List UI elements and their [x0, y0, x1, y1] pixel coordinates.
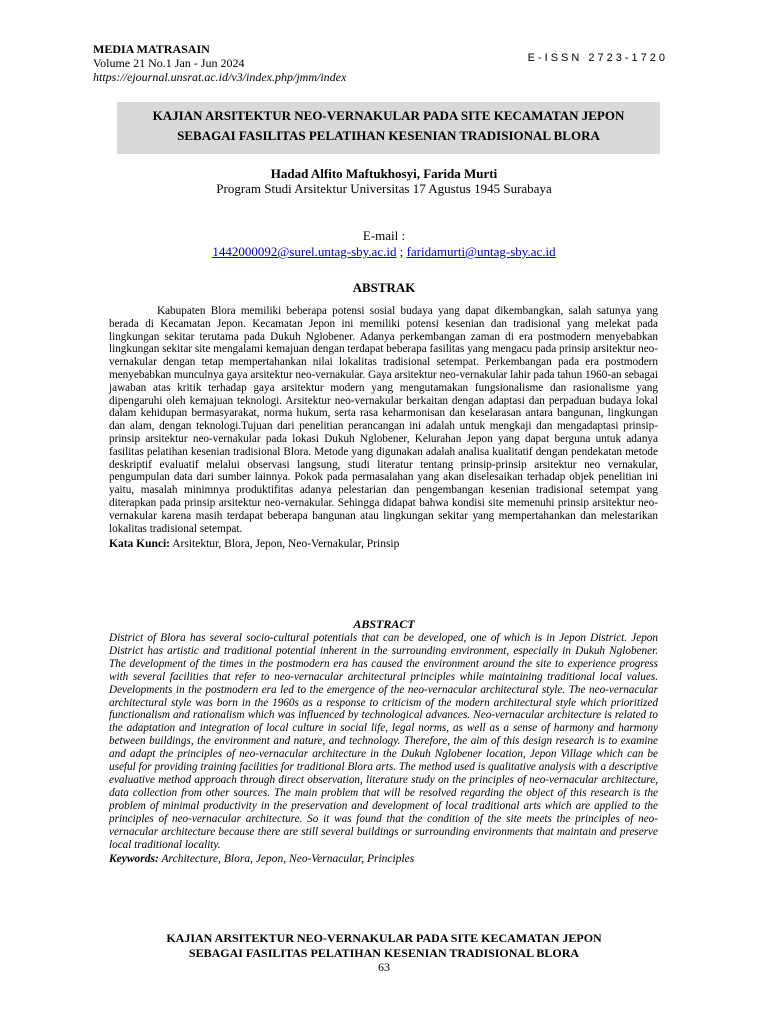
- abstract-heading: ABSTRACT: [353, 617, 415, 631]
- abstrak-section: [109, 305, 658, 551]
- abstract-body: District of Blora has several socio-cultural potentials that can be developed, one of which is in Jepon District. Jepon District has artistic and traditional potential inherent in the surrounding environment, especially in Dukuh Nglobener. The development of the times in the postmodern era has caused the environment around the site to experience progress with several facilities that refer to neo-vernacular architectural principles while maintaining traditional local values. Developments in the postmodern era led to the emergence of the neo-vernacular architectural style. The neo-vernacular architectural style was born in the 1960s as a response to criticism of the modern architectural style which prioritized functionalism and rationalism which was influenced by technological advances. Neo-vernacular architecture is related to the adaptation and integration of local culture in social life, legal norms, as well as a sense of harmony and harmony between buildings, the environment and nature, and technology. Therefore, the aim of this design research is to examine and adapt the principles of neo-vernacular architecture in the Dukuh Nglobener location, Jepon Village which can be useful for providing training facilities for traditional Blora arts. The method used is qualitative analysis with a descriptive evaluative method approach through direct observation, literature study on the principles of neo-vernacular architecture, data collection from other sources. The main problem that will be resolved regarding the object of this research is the problem of minimal productivity in the preservation and development of local traditional arts which are applied to the principles of neo-vernacular architecture. So it was found that the condition of the site meets the principles of neo-vernacular architecture because there are still several buildings or surrounding environments that maintain and preserve local traditional locality.: [109, 632, 658, 851]
- running-footer: [0, 931, 768, 961]
- abstrak-body: Kabupaten Blora memiliki beberapa potensi sosial budaya yang dapat dikembangkan, salah satunya yang berada di Kecamatan Jepon. Kecamatan Jepon ini memiliki potensi kesenian dan tradisional yang melekat pada lingkungan sekitar terutama pada Dukuh Nglobener. Adanya perkembangan zaman di era postmodern menyebabkan lingkungan sekitar site mengalami kemajuan dengan terdapat beberapa fasilitas yang mengacu pada prinsip arsitektur neo-vernakular dengan tetap mempertahankan nilai lokalitas tradisional setempat. Perkembangan pada era postmodern menyebabkan munculnya gaya arsitektur neo-vernakular. Gaya arsitektur neo-vernakular lahir pada tahun 1960-an sebagai jawaban atas kritik terhadap gaya arsitektur modern yang mengutamakan fungsionalisme dan rasionalisme yang dipengaruhi oleh kemajuan teknologi. Arsitektur neo-vernakular berkaitan dengan adaptasi dan perpaduan budaya lokal dalam kehidupan bermasyarakat, norma hukum, serta rasa keharmonisan dan keselarasan antara bangunan, lingkungan dan alam, dengan teknologi.Tujuan dari penelitian perancangan ini adalah untuk mengkaji dan mengadaptasi prinsip-prinsip arsitektur neo-vernakular pada lokasi Dukuh Nglobener, Kelurahan Jepon yang dapat berguna untuk adanya fasilitas pelatihan kesenian tradisional Blora. Metode yang digunakan adalah analisa kualitatif dengan pendekatan metode deskriptif evaluatif melalui observasi langsung, studi literatur tentang prinsip-prinsip arsitektur neo vernakular, pengumpulan data dari sumber lainnya. Pokok pada permasalahan yang akan diselesaikan terhadap objek penelitian ini yaitu, masalah minimnya produktifitas adanya pelestarian dan pengembangan kesenian tradisional setempat yang diterapkan pada prinsip arsitektur neo-vernakular. Sehingga didapat bahwa kondisi site memenuhi prinsip arsitektur neo-vernakular karena masih terdapat beberapa bangunan atau lingkungan sekitar yang mempertahankan dan melestarikan lokalitas tradisional setempat.: [109, 305, 658, 535]
- email-list: [0, 244, 768, 260]
- paper-title-line-1: KAJIAN ARSITEKTUR NEO-VERNAKULAR PADA SITE KECAMATAN JEPON: [152, 108, 625, 123]
- keywords-label: Keywords:: [109, 853, 159, 866]
- issn-label: E-ISSN 2723-1720: [527, 52, 668, 64]
- journal-volume: Volume 21 No.1 Jan - Jun 2024: [93, 56, 245, 70]
- page-number: 63: [378, 960, 390, 974]
- paper-title-line-2: SEBAGAI FASILITAS PELATIHAN KESENIAN TRADISIONAL BLORA: [177, 128, 600, 143]
- journal-name: MEDIA MATRASAIN: [93, 42, 210, 56]
- email-link-1[interactable]: 1442000092@surel.untag-sby.ac.id: [212, 244, 397, 259]
- keywords: [109, 853, 658, 866]
- journal-url[interactable]: https://ejournal.unsrat.ac.id/v3/index.php/jmm/index: [93, 70, 347, 84]
- paper-title-box: [117, 102, 660, 154]
- email-link-2[interactable]: faridamurti@untag-sby.ac.id: [406, 244, 556, 259]
- footer-title-line-2: SEBAGAI FASILITAS PELATIHAN KESENIAN TRADISIONAL BLORA: [188, 946, 580, 960]
- author-names: Hadad Alfito Maftukhosyi, Farida Murti: [270, 166, 498, 181]
- kata-kunci-label: Kata Kunci:: [109, 538, 171, 551]
- kata-kunci: [109, 538, 658, 551]
- abstrak-heading: ABSTRAK: [352, 280, 416, 295]
- email-separator: ;: [396, 244, 407, 259]
- journal-header: [93, 42, 346, 84]
- kata-kunci-values: Arsitektur, Blora, Jepon, Neo-Vernakular, Prinsip: [170, 538, 400, 551]
- keywords-values: Architecture, Blora, Jepon, Neo-Vernacular, Principles: [158, 853, 415, 866]
- abstract-section: [109, 632, 658, 866]
- email-label: E-mail :: [362, 228, 406, 243]
- footer-title-line-1: KAJIAN ARSITEKTUR NEO-VERNAKULAR PADA SITE KECAMATAN JEPON: [166, 931, 602, 945]
- author-affiliation: Program Studi Arsitektur Universitas 17 Agustus 1945 Surabaya: [216, 181, 552, 196]
